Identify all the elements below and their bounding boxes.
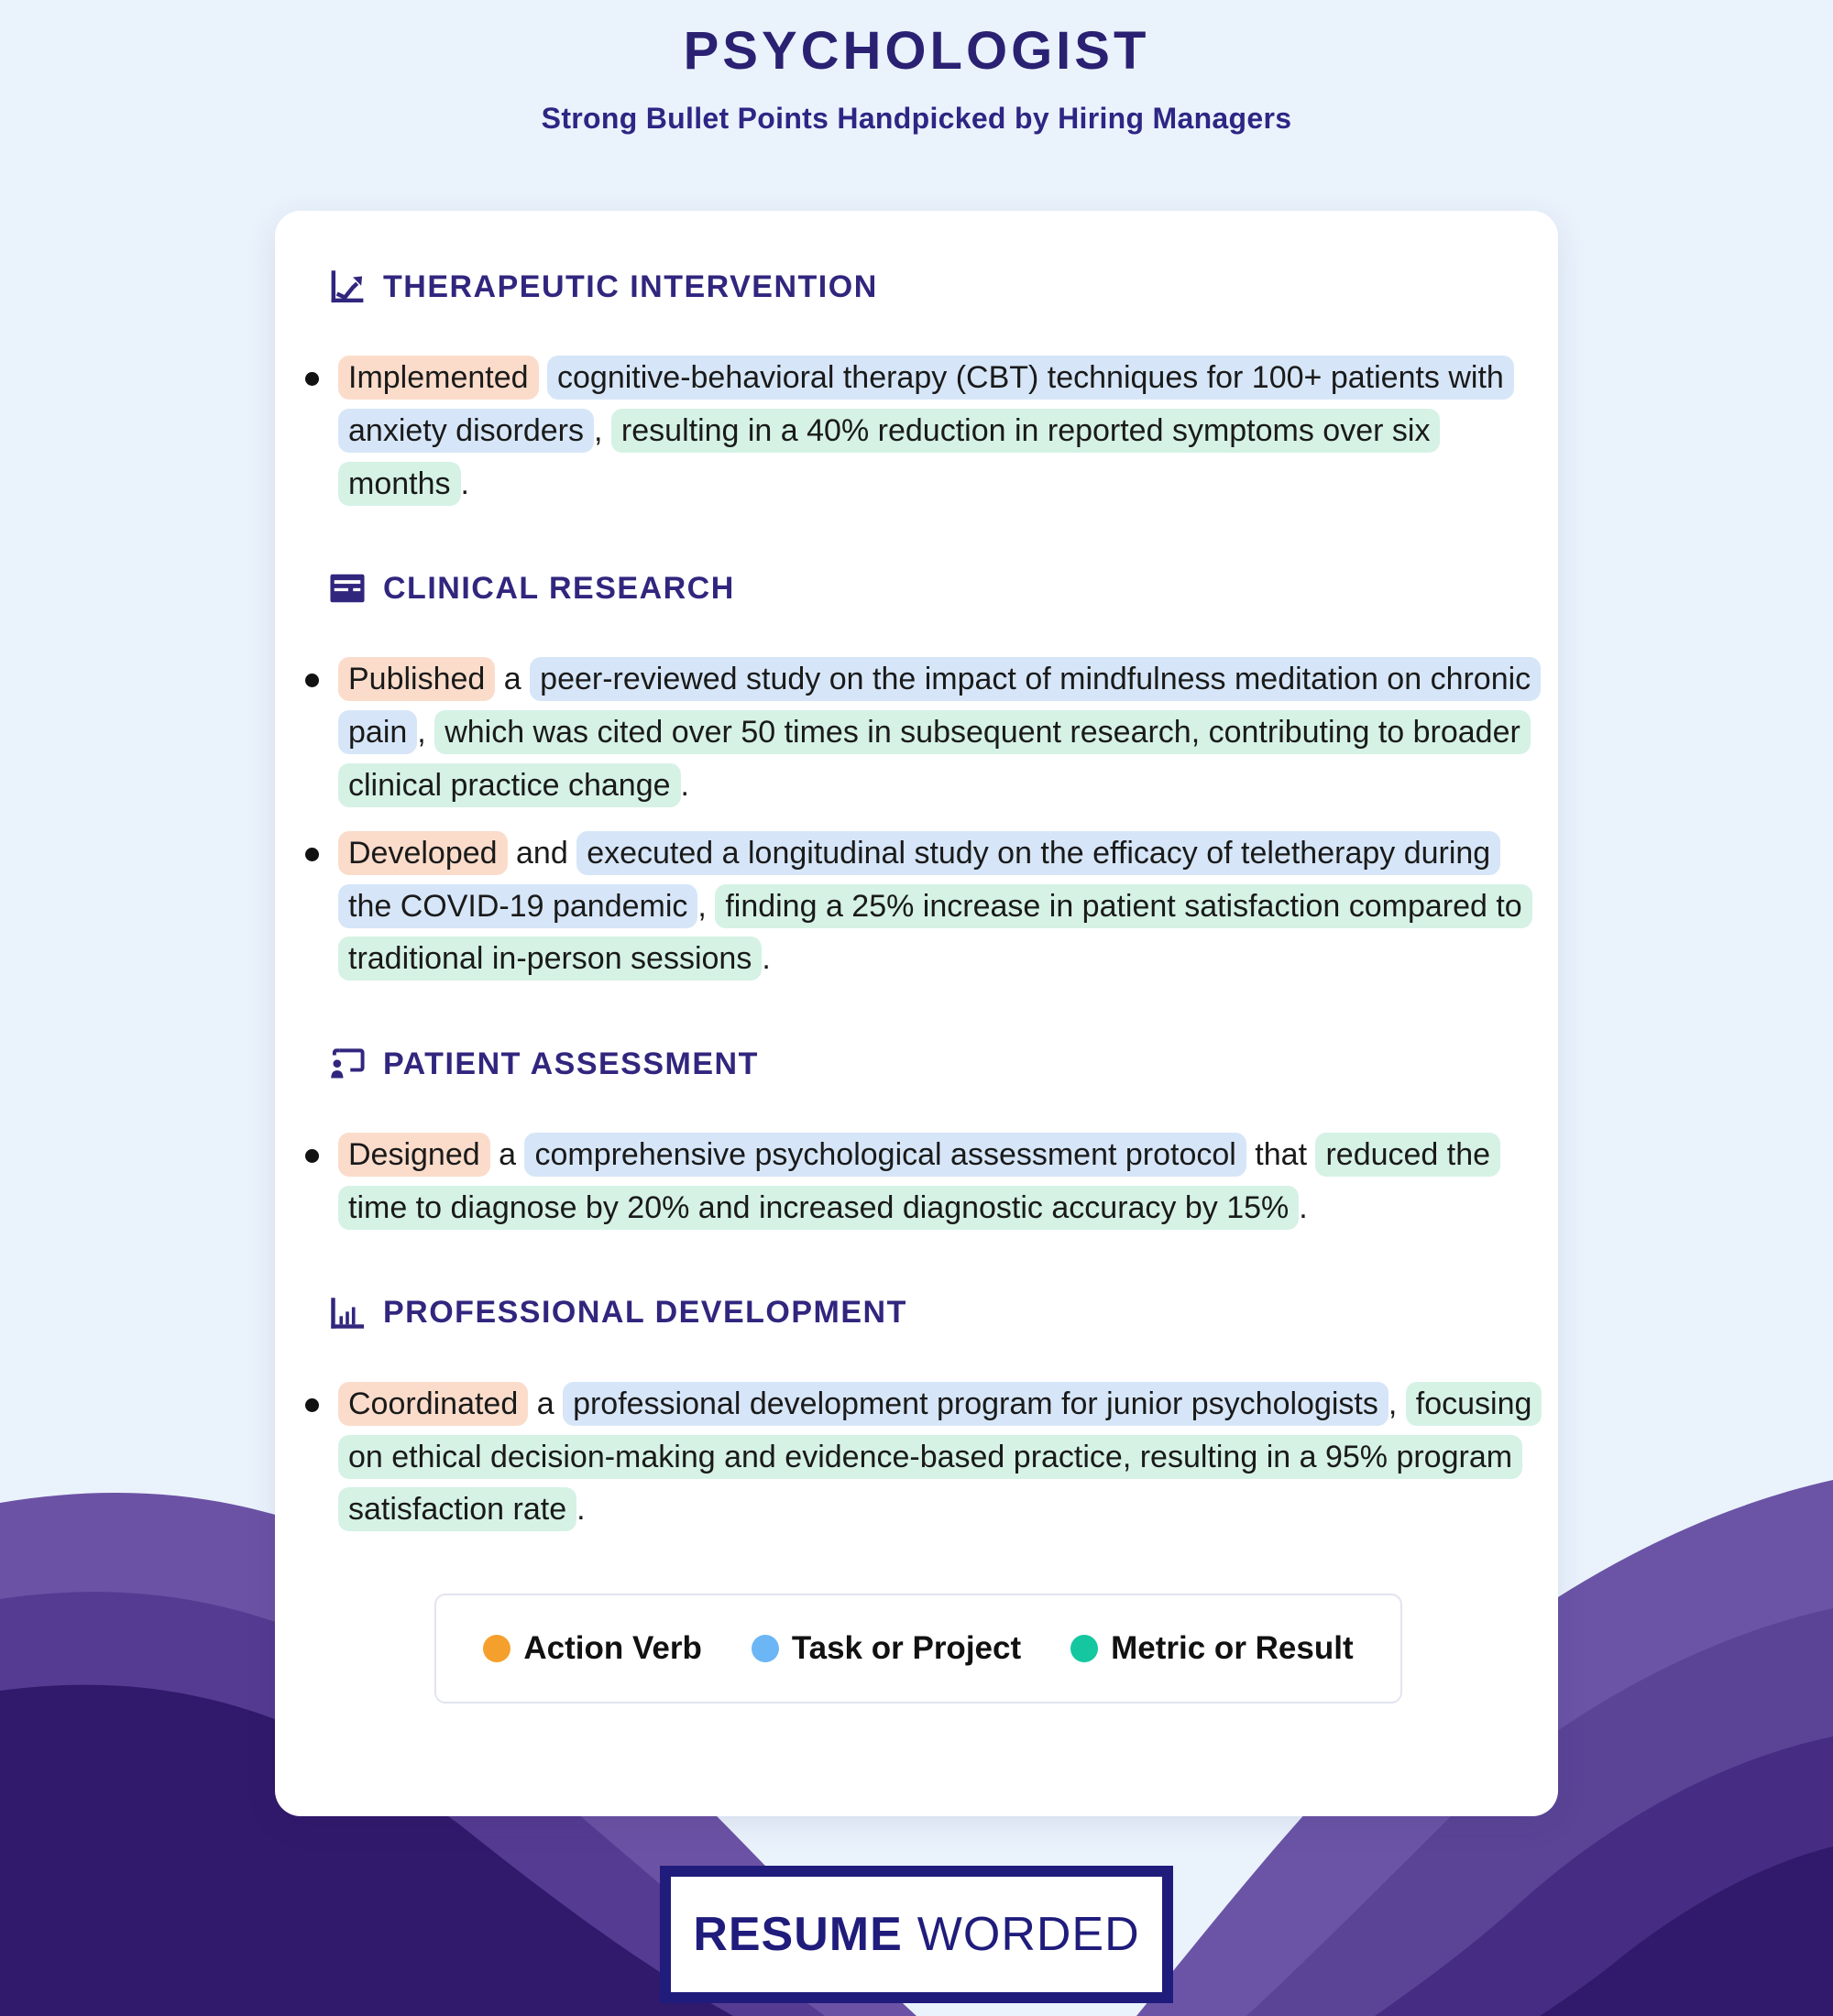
- plain-text: .: [1299, 1189, 1308, 1225]
- highlight-task: comprehensive psychological assessment protocol: [524, 1133, 1246, 1177]
- bullet-point: [304, 1129, 1532, 1235]
- highlight-action: Developed: [338, 831, 508, 875]
- plain-text: ,: [417, 715, 435, 751]
- highlight-metric: reduced the time to diagnose by 20% and increased diagnostic accuracy by 15%: [338, 1133, 1500, 1230]
- bullet-dot: [305, 372, 319, 386]
- plain-text: a: [489, 1137, 525, 1173]
- legend-label: Action Verb: [523, 1630, 702, 1667]
- legend-item-action: [483, 1630, 701, 1667]
- highlight-action: Published: [338, 657, 495, 701]
- legend-box: [434, 1594, 1402, 1704]
- highlight-action: Implemented: [338, 356, 539, 400]
- sections-container: [304, 268, 1532, 1537]
- section-header: [328, 569, 1532, 608]
- section-title: PROFESSIONAL DEVELOPMENT: [383, 1295, 907, 1331]
- plain-text: a: [528, 1386, 564, 1421]
- section-title: CLINICAL RESEARCH: [383, 570, 735, 606]
- section-header: [328, 1294, 1532, 1332]
- bullet-point: [304, 827, 1532, 986]
- legend-label: Task or Project: [791, 1630, 1022, 1667]
- bullet-dot: [305, 848, 319, 861]
- presentation-user-icon: [328, 1045, 367, 1083]
- legend-dot-task: [752, 1635, 779, 1662]
- highlight-action: Designed: [338, 1133, 490, 1177]
- plain-text: ,: [1388, 1386, 1406, 1421]
- bullet-text: [338, 1129, 1532, 1235]
- plain-text: .: [460, 466, 469, 501]
- plain-text: .: [576, 1492, 586, 1528]
- bar-chart-icon: [328, 1294, 367, 1332]
- legend-item-task: [752, 1630, 1021, 1667]
- plain-text: [539, 360, 547, 395]
- highlight-task: professional development program for junior psychologists: [563, 1382, 1388, 1426]
- highlight-task: peer-reviewed study on the impact of mindfulness meditation on chronic pain: [338, 657, 1541, 754]
- highlight-metric: focusing on ethical decision-making and evidence-based practice, resulting in a 95% program satisfaction rate: [338, 1382, 1542, 1532]
- bullet-dot: [305, 674, 319, 687]
- plain-text: a: [495, 662, 531, 697]
- content-card: [275, 211, 1558, 1816]
- bullet-point: [304, 352, 1532, 510]
- plain-text: .: [762, 941, 771, 977]
- legend-dot-action: [483, 1635, 510, 1662]
- highlight-metric: resulting in a 40% reduction in reported symptoms over six months: [338, 409, 1440, 506]
- section-title: THERAPEUTIC INTERVENTION: [383, 268, 878, 304]
- legend-item-metric: [1070, 1630, 1354, 1667]
- plain-text: ,: [594, 412, 611, 448]
- highlight-task: executed a longitudinal study on the efficacy of teletherapy during the COVID-19 pandemic: [338, 831, 1500, 928]
- highlight-action: Coordinated: [338, 1382, 528, 1426]
- section-title: PATIENT ASSESSMENT: [383, 1046, 759, 1081]
- resume-worded-logo: [660, 1866, 1173, 2003]
- page-subtitle: Strong Bullet Points Handpicked by Hiring Managers: [541, 102, 1292, 135]
- highlight-metric: which was cited over 50 times in subsequent research, contributing to broader clinical practice change: [338, 710, 1531, 807]
- bullet-text: [338, 653, 1532, 812]
- plain-text: and: [507, 835, 577, 871]
- line-chart-icon: [328, 268, 367, 306]
- plain-text: ,: [697, 888, 716, 924]
- brand-name-light: WORDED: [916, 1908, 1140, 1961]
- bullet-text: [338, 1378, 1532, 1537]
- legend-dot-metric: [1070, 1635, 1098, 1662]
- plain-text: that: [1246, 1137, 1316, 1173]
- bullet-text: [338, 352, 1532, 510]
- legend-label: Metric or Result: [1111, 1630, 1354, 1667]
- bullet-dot: [305, 1398, 319, 1412]
- newspaper-icon: [328, 569, 367, 608]
- bullet-text: [338, 827, 1532, 986]
- section-header: [328, 1045, 1532, 1083]
- bullet-point: [304, 1378, 1532, 1537]
- page-header: [0, 20, 1833, 136]
- section-header: [328, 268, 1532, 306]
- bullet-point: [304, 653, 1532, 812]
- page-title: PSYCHOLOGIST: [683, 21, 1150, 81]
- highlight-task: cognitive-behavioral therapy (CBT) techniques for 100+ patients with anxiety disorders: [338, 356, 1514, 453]
- brand-name-bold: RESUME: [693, 1908, 903, 1961]
- highlight-metric: finding a 25% increase in patient satisfaction compared to traditional in-person sessions: [338, 884, 1532, 981]
- bullet-dot: [305, 1149, 319, 1163]
- plain-text: .: [680, 767, 689, 803]
